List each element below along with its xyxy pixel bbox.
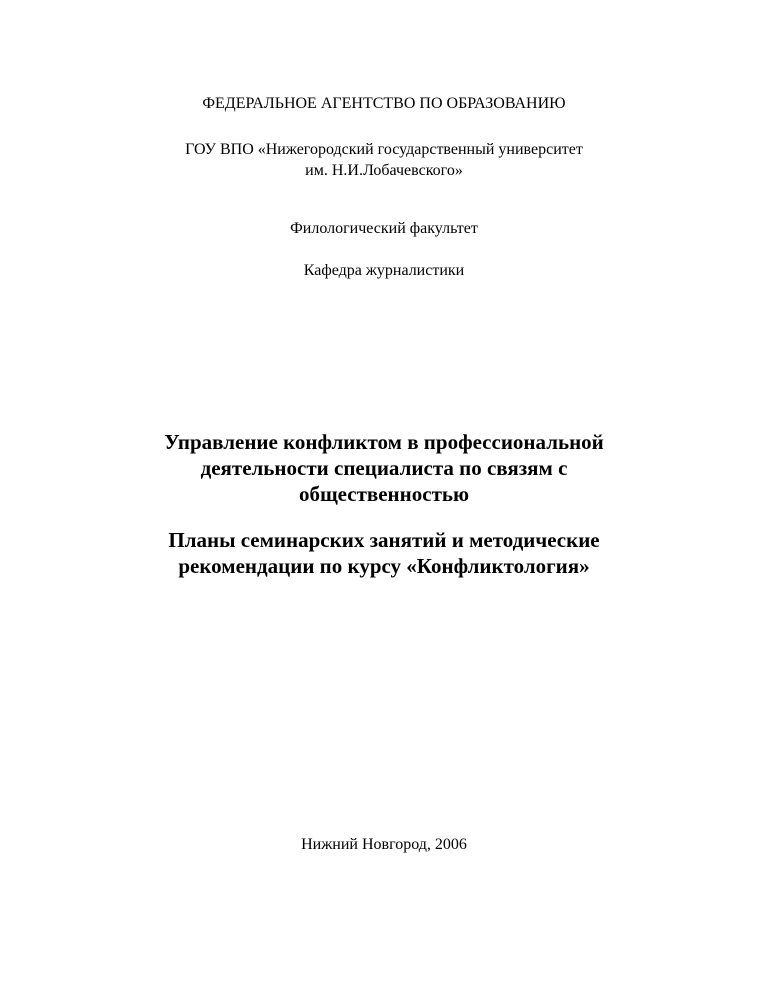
agency-name: ФЕДЕРАЛЬНОЕ АГЕНТСТВО ПО ОБРАЗОВАНИЮ (202, 95, 566, 112)
department-name: Кафедра журналистики (303, 262, 465, 279)
document-subtitle-line1: Планы семинарских занятий и методические (168, 528, 600, 552)
document-title-line2: деятельности специалиста по связям с (200, 456, 568, 480)
faculty-name: Филологический факультет (290, 220, 478, 237)
document-title-line3: общественностью (298, 482, 470, 506)
university-name-line2: им. Н.И.Лобачевского» (305, 162, 463, 179)
document-title-line1: Управление конфликтом в профессиональной (164, 430, 604, 454)
place-and-year: Нижний Новгород, 2006 (301, 836, 467, 853)
document-subtitle-line2: рекомендации по курсу «Конфликтология» (178, 554, 590, 578)
university-name-line1: ГОУ ВПО «Нижегородский государственный университет (185, 141, 583, 158)
